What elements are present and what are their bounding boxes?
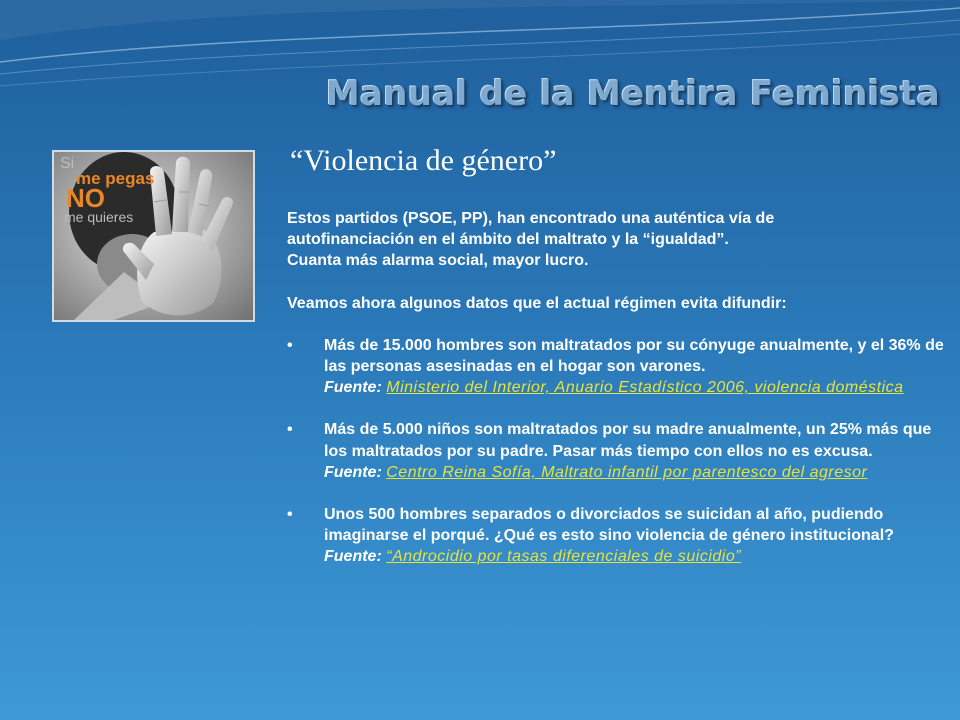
source-link[interactable]: “Androcidio por tasas diferenciales de suicidio” — [386, 548, 742, 566]
fact-text: Más de 15.000 hombres son maltratados por su cónyuge anualmente, y el 36% de las personas asesinadas en el hogar son varones. — [324, 336, 944, 376]
fact-item — [287, 504, 952, 568]
lead-sentence: Veamos ahora algunos datos que el actual régimen evita difundir: — [287, 294, 787, 312]
source-label: Fuente: — [324, 379, 382, 397]
caption-me-pegas: me pegas — [76, 169, 155, 188]
facts-list — [287, 335, 952, 568]
intro-line-2: autofinanciación en el ámbito del maltrato y la “igualdad”. — [287, 231, 729, 249]
source-link[interactable]: Centro Reina Sofía, Maltrato infantil por parentesco del agresor — [386, 463, 868, 481]
slide-subtitle: “Violencia de género” — [290, 144, 557, 177]
source-label: Fuente: — [324, 463, 382, 481]
caption-si: Si — [60, 155, 75, 172]
fact-item — [287, 335, 952, 399]
fact-text: Unos 500 hombres separados o divorciados se suicidan al año, pudiendo imaginarse el porqué. ¿Qué es esto sino violencia de género institucional? — [324, 506, 894, 545]
slide-body — [287, 208, 952, 568]
fact-item — [287, 419, 952, 483]
campaign-photo — [52, 150, 255, 322]
header-swoosh-decoration — [0, 0, 960, 140]
caption-me-quieres: me quieres — [64, 209, 134, 225]
intro-line-1: Estos partidos (PSOE, PP), han encontrado una auténtica vía de — [287, 210, 775, 227]
source-label: Fuente: — [324, 548, 382, 566]
fact-text: Más de 5.000 niños son maltratados por su madre anualmente, un 25% más que los maltratados por su padre. Pasar más tiempo con ellos no es excusa. — [324, 421, 932, 460]
intro-line-3: Cuanta más alarma social, mayor lucro. — [287, 252, 589, 270]
source-link[interactable]: Ministerio del Interior, Anuario Estadístico 2006, violencia doméstica — [386, 379, 904, 397]
slide-title: Manual de la Mentira Feminista — [325, 74, 940, 114]
caption-no: NO — [66, 183, 105, 213]
